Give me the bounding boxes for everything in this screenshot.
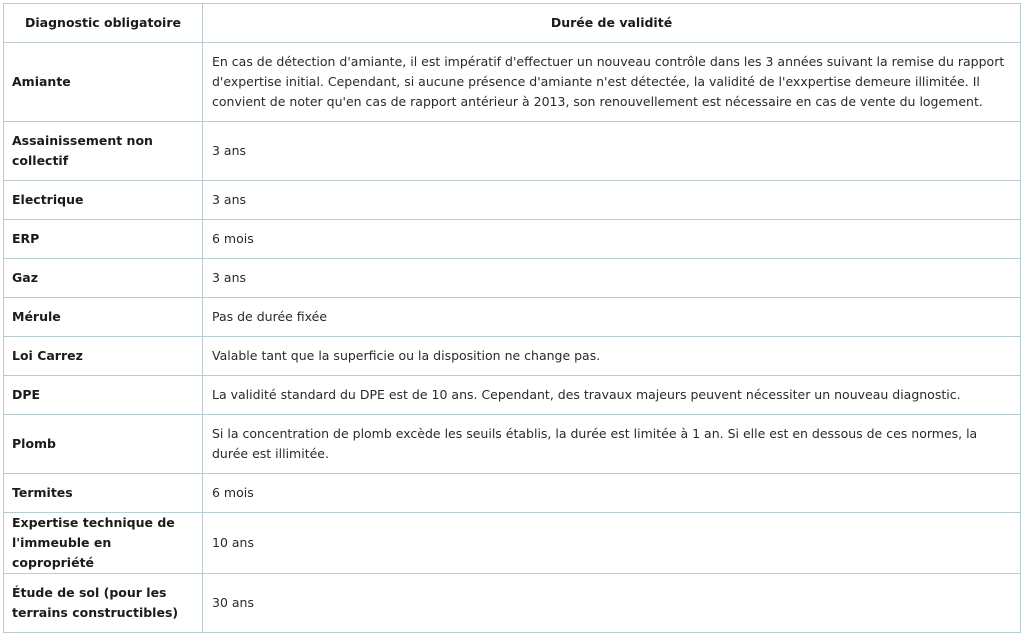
row-diagnostic-name: Gaz bbox=[4, 259, 203, 298]
row-diagnostic-name: Assainissement non collectif bbox=[4, 122, 203, 181]
row-diagnostic-name: Plomb bbox=[4, 415, 203, 474]
table-row bbox=[4, 220, 1021, 259]
table-row bbox=[4, 415, 1021, 474]
row-diagnostic-name: DPE bbox=[4, 376, 203, 415]
diagnostic-validity-table bbox=[3, 3, 1021, 633]
row-validity-text: Pas de durée fixée bbox=[203, 298, 1021, 337]
table-row bbox=[4, 337, 1021, 376]
row-validity-text: 30 ans bbox=[203, 574, 1021, 633]
validity-table-container bbox=[3, 3, 1021, 633]
row-diagnostic-name: Electrique bbox=[4, 181, 203, 220]
row-validity-text: 3 ans bbox=[203, 259, 1021, 298]
row-validity-text: Valable tant que la superficie ou la disposition ne change pas. bbox=[203, 337, 1021, 376]
table-row bbox=[4, 43, 1021, 122]
table-row bbox=[4, 474, 1021, 513]
table-row bbox=[4, 513, 1021, 574]
table-row bbox=[4, 181, 1021, 220]
table-row bbox=[4, 259, 1021, 298]
row-validity-text: En cas de détection d'amiante, il est impératif d'effectuer un nouveau contrôle dans les 3 années suivant la remise du rapport d'expertise initial. Cependant, si aucune présence d'amiante n'est détectée, la validité de l'exxpertise demeure illimitée. Il convient de noter qu'en cas de rapport antérieur à 2013, son renouvellement est nécessaire en cas de vente du logement. bbox=[203, 43, 1021, 122]
row-diagnostic-name: Loi Carrez bbox=[4, 337, 203, 376]
row-diagnostic-name: Étude de sol (pour les terrains constructibles) bbox=[4, 574, 203, 633]
row-validity-text: 3 ans bbox=[203, 122, 1021, 181]
row-diagnostic-name: Amiante bbox=[4, 43, 203, 122]
row-validity-text: Si la concentration de plomb excède les seuils établis, la durée est limitée à 1 an. Si elle est en dessous de ces normes, la durée est illimitée. bbox=[203, 415, 1021, 474]
row-validity-text: 3 ans bbox=[203, 181, 1021, 220]
table-header-row bbox=[4, 4, 1021, 43]
row-validity-text: 6 mois bbox=[203, 474, 1021, 513]
header-validity: Durée de validité bbox=[203, 4, 1021, 43]
row-validity-text: 6 mois bbox=[203, 220, 1021, 259]
row-diagnostic-name: ERP bbox=[4, 220, 203, 259]
row-diagnostic-name: Expertise technique de l'immeuble en copropriété bbox=[4, 513, 203, 574]
table-row bbox=[4, 298, 1021, 337]
table-row bbox=[4, 122, 1021, 181]
row-validity-text: La validité standard du DPE est de 10 ans. Cependant, des travaux majeurs peuvent nécessiter un nouveau diagnostic. bbox=[203, 376, 1021, 415]
table-row bbox=[4, 574, 1021, 633]
table-row bbox=[4, 376, 1021, 415]
row-validity-text: 10 ans bbox=[203, 513, 1021, 574]
header-diagnostic: Diagnostic obligatoire bbox=[4, 4, 203, 43]
row-diagnostic-name: Termites bbox=[4, 474, 203, 513]
row-diagnostic-name: Mérule bbox=[4, 298, 203, 337]
